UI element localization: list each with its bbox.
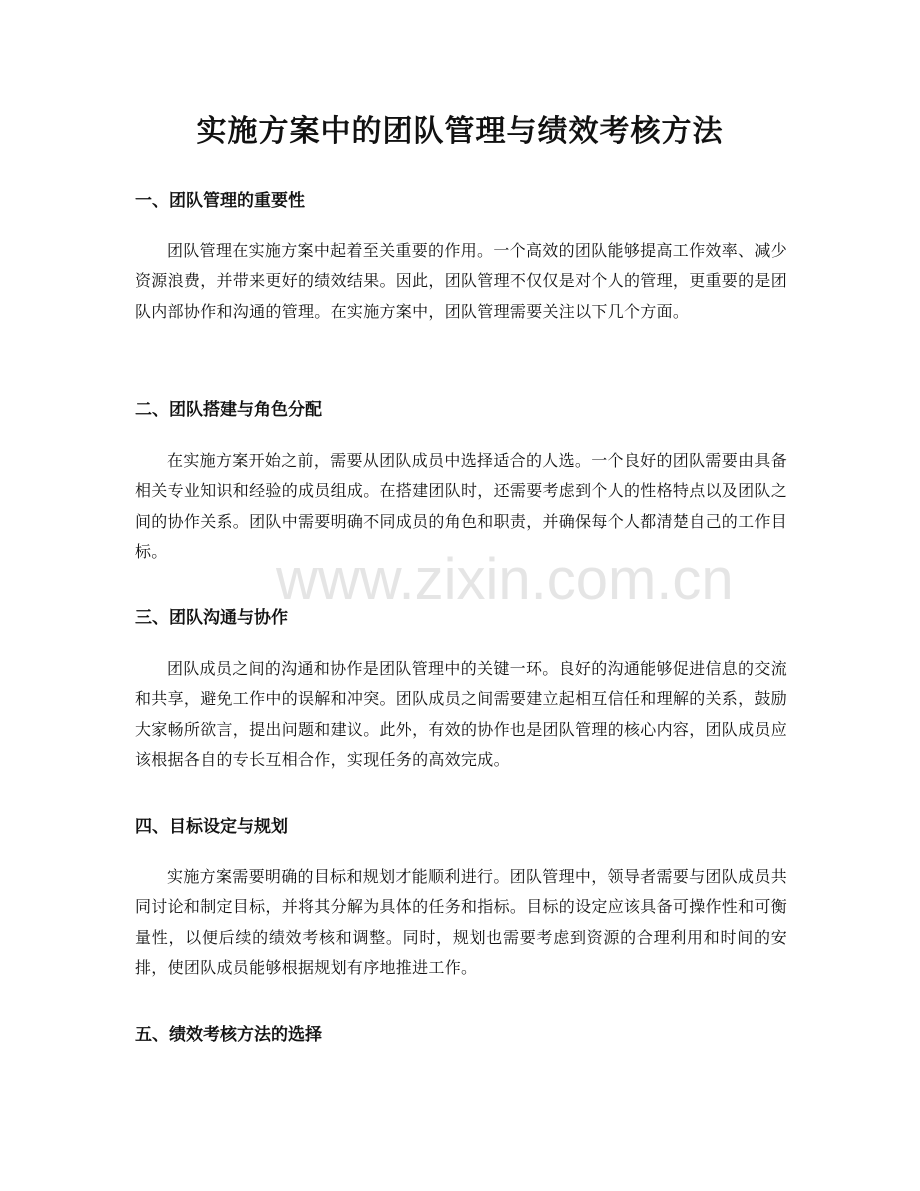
watermark: www.zixin.com.cn	[276, 547, 734, 612]
section-paragraph-3: 团队成员之间的沟通和协作是团队管理中的关键一环。良好的沟通能够促进信息的交流和共享，避免工作中的误解和冲突。团队成员之间需要建立起相互信任和理解的关系，鼓励大家畅所欲言，提出问题和建议。此外，有效的协作也是团队管理的核心内容，团队成员应该根据各自的专长互相合作，实现任务的高效完成。	[135, 659, 788, 769]
section-heading-5: 五、绩效考核方法的选择	[135, 1025, 322, 1045]
section-heading-2: 二、团队搭建与角色分配	[135, 400, 322, 420]
section-paragraph-4: 实施方案需要明确的目标和规划才能顺利进行。团队管理中，领导者需要与团队成员共同讨论和制定目标，并将其分解为具体的任务和指标。目标的设定应该具备可操作性和可衡量性，以便后续的绩效考核和调整。同时，规划也需要考虑到资源的合理利用和时间的安排，使团队成员能够根据规划有序地推进工作。	[135, 867, 788, 977]
document-title: 实施方案中的团队管理与绩效考核方法	[196, 114, 724, 149]
section-heading-3: 三、团队沟通与协作	[135, 608, 288, 628]
section-heading-4: 四、目标设定与规划	[135, 817, 288, 837]
section-paragraph-1: 团队管理在实施方案中起着至关重要的作用。一个高效的团队能够提高工作效率、减少资源浪费，并带来更好的绩效结果。因此，团队管理不仅仅是对个人的管理，更重要的是团队内部协作和沟通的管理。在实施方案中，团队管理需要关注以下几个方面。	[135, 241, 788, 321]
section-paragraph-2: 在实施方案开始之前，需要从团队成员中选择适合的人选。一个良好的团队需要由具备相关专业知识和经验的成员组成。在搭建团队时，还需要考虑到个人的性格特点以及团队之间的协作关系。团队中需要明确不同成员的角色和职责，并确保每个人都清楚自己的工作目标。	[135, 451, 788, 561]
section-heading-1: 一、团队管理的重要性	[135, 191, 305, 211]
